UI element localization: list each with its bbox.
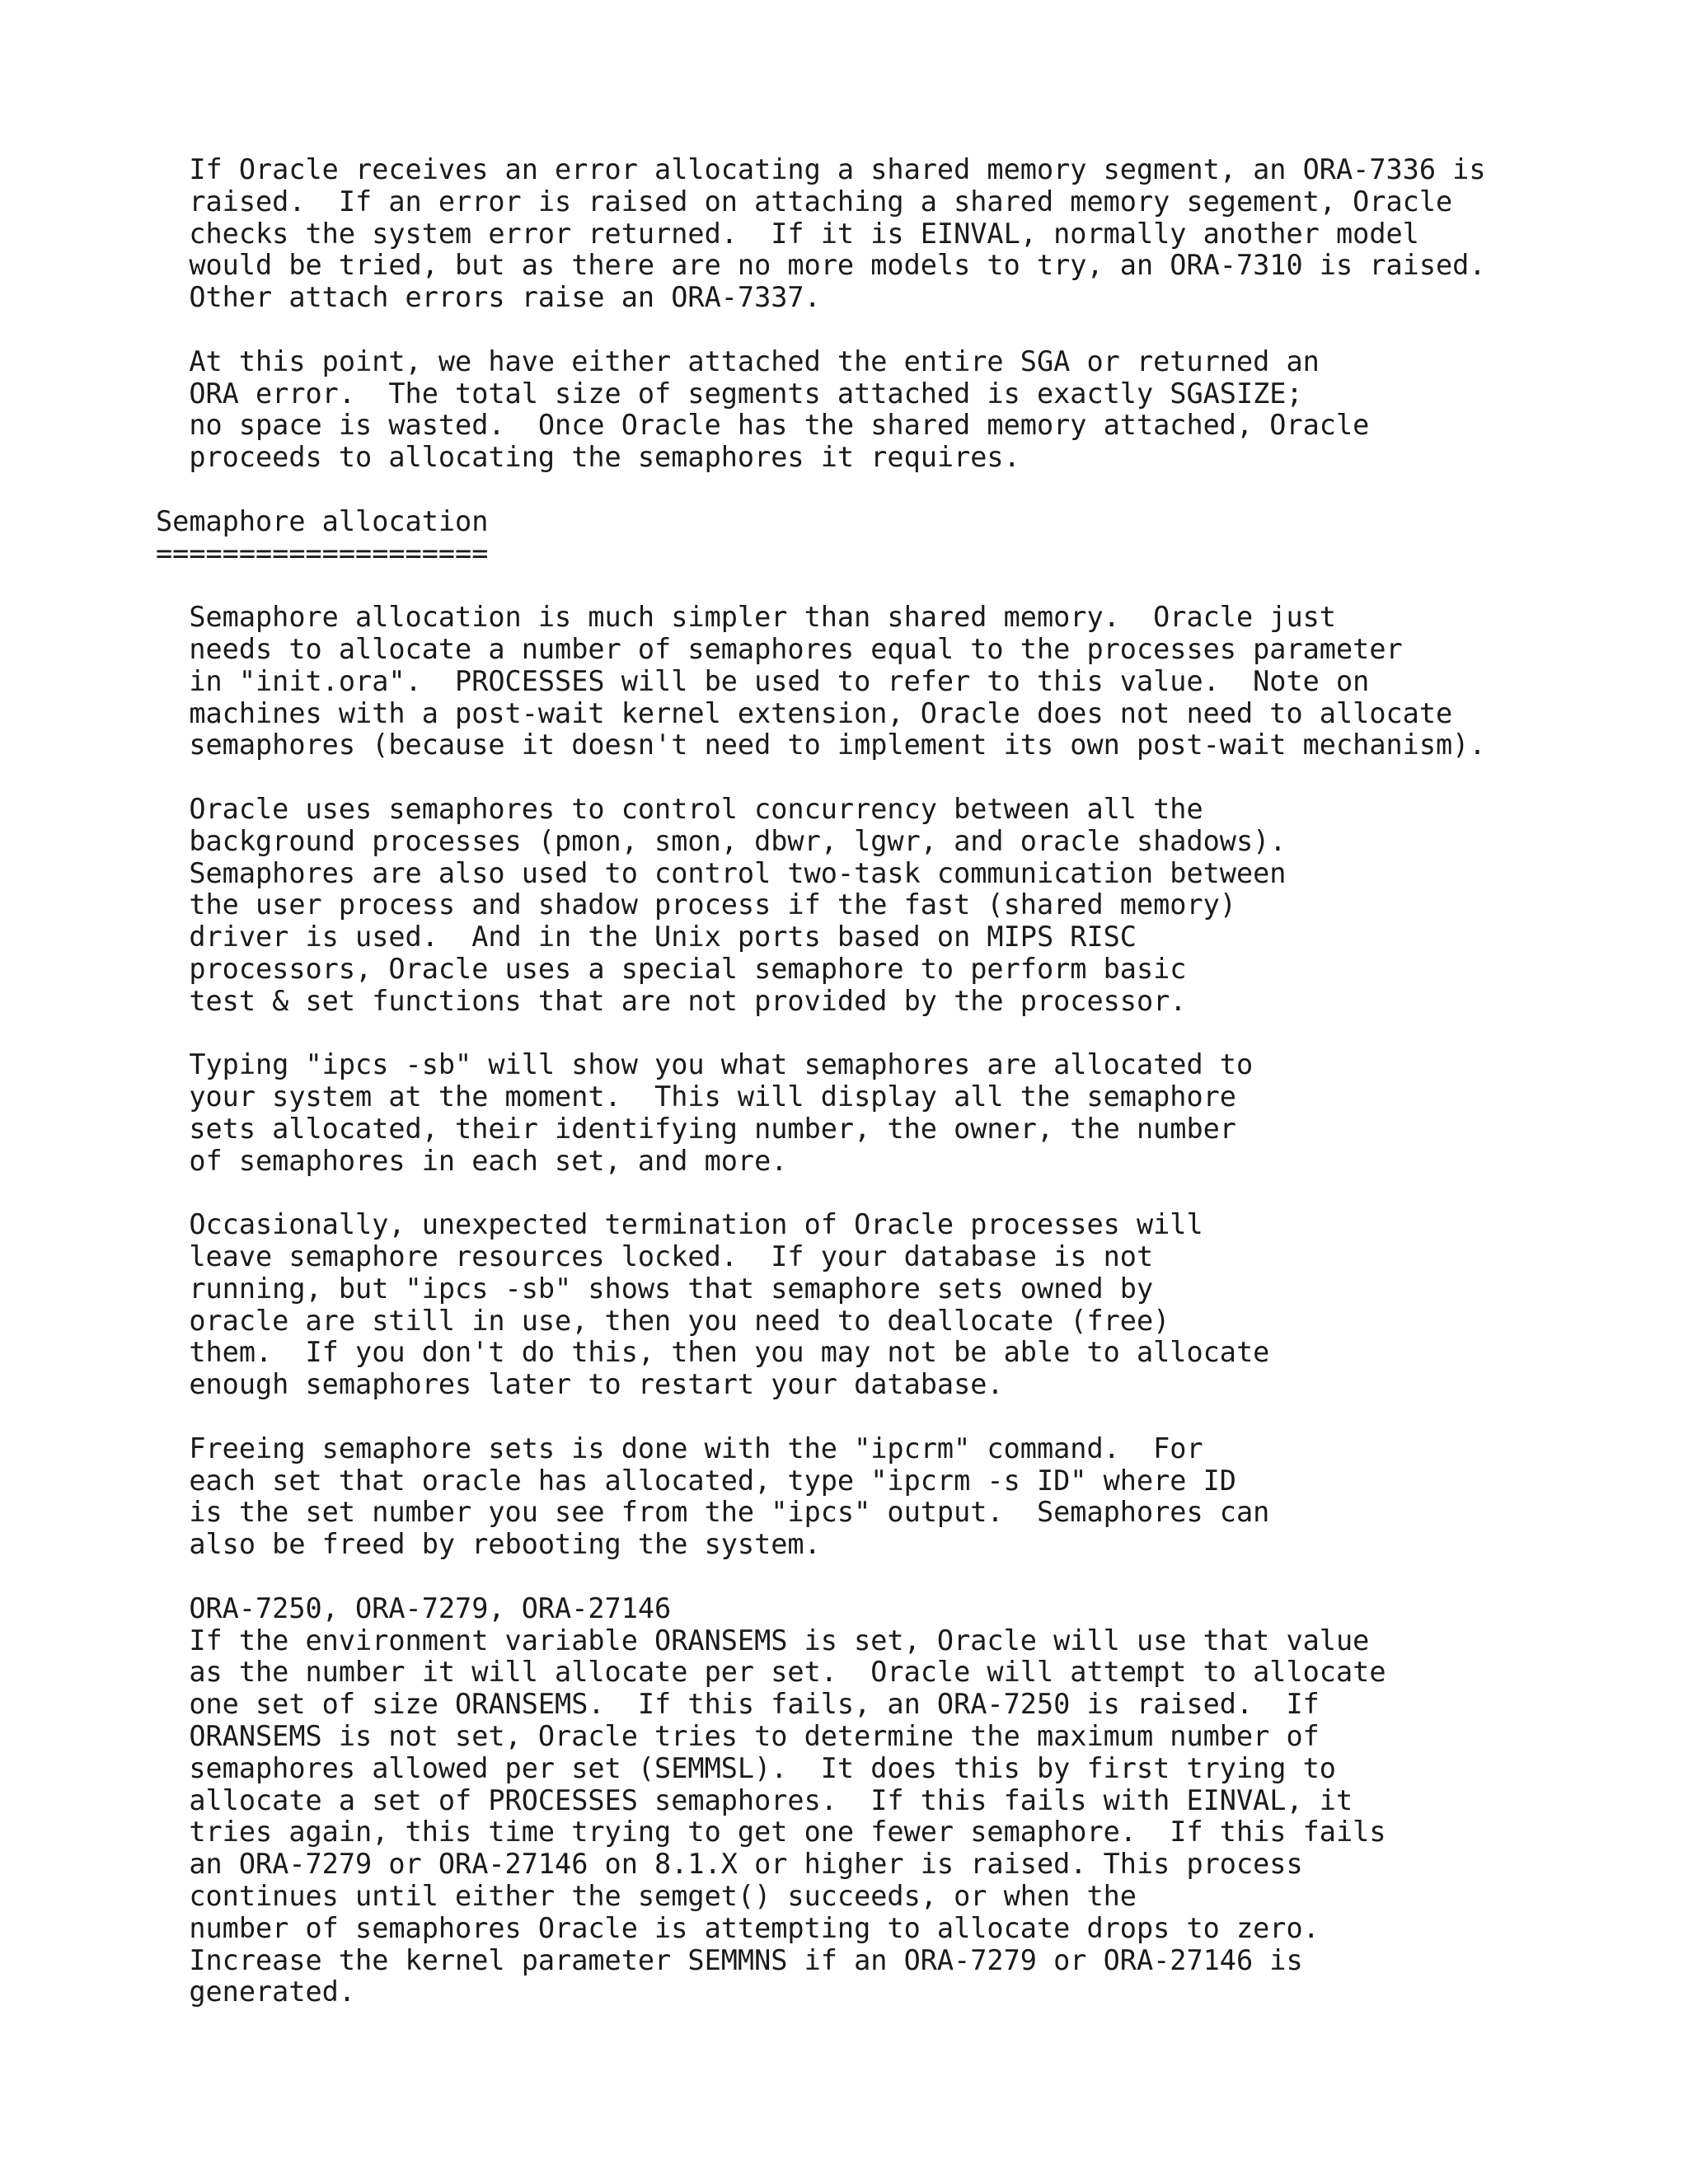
text-line: also be freed by rebooting the system. [156,1528,821,1561]
text-line: Increase the kernel parameter SEMMNS if an ORA-7279 or ORA-27146 is [156,1943,1303,1976]
text-line: Occasionally, unexpected termination of Oracle processes will [156,1208,1203,1241]
text-line: Typing "ipcs -sb" will show you what semaphores are allocated to [156,1048,1254,1081]
blank-line [156,314,1486,346]
text-line: background processes (pmon, smon, dbwr, lgwr, and oracle shadows). [156,824,1287,857]
text-line: each set that oracle has allocated, type "ipcrm -s ID" where ID [156,1464,1236,1497]
text-line: If Oracle receives an error allocating a shared memory segment, an ORA-7336 is [156,153,1486,185]
blank-line [156,1178,1486,1210]
document-text [156,154,1486,2008]
text-line: one set of size ORANSEMS. If this fails, an ORA-7250 is raised. If [156,1688,1320,1721]
text-line: running, but "ipcs -sb" shows that semaphore sets owned by [156,1272,1154,1305]
section-heading: Semaphore allocation [156,504,489,537]
text-line: Semaphore allocation is much simpler than shared memory. Oracle just [156,601,1336,634]
text-line: the user process and shadow process if the fast (shared memory) [156,888,1236,921]
text-line: semaphores allowed per set (SEMMSL). It does this by first trying to [156,1751,1336,1784]
text-line: test & set functions that are not provided by the processor. [156,984,1187,1017]
text-line: number of semaphores Oracle is attempting to allocate drops to zero. [156,1911,1320,1944]
text-line: driver is used. And in the Unix ports based on MIPS RISC [156,921,1137,954]
text-line: of semaphores in each set, and more. [156,1144,788,1177]
text-line: Freeing semaphore sets is done with the "ipcrm" command. For [156,1432,1203,1465]
text-line: enough semaphores later to restart your database. [156,1368,1004,1401]
text-line: generated. [156,1975,356,2008]
text-line: If the environment variable ORANSEMS is set, Oracle will use that value [156,1624,1370,1657]
text-line: oracle are still in use, then you need to deallocate (free) [156,1304,1170,1337]
text-line: leave semaphore resources locked. If your database is not [156,1240,1154,1273]
text-line: would be tried, but as there are no more models to try, an ORA-7310 is raised. [156,249,1486,282]
text-line: needs to allocate a number of semaphores equal to the processes parameter [156,632,1403,665]
text-line: your system at the moment. This will display all the semaphore [156,1080,1236,1113]
text-line: raised. If an error is raised on attaching a shared memory segement, Oracle [156,185,1453,218]
blank-line [156,569,1486,602]
text-line: Other attach errors raise an ORA-7337. [156,281,821,314]
text-line: them. If you don't do this, then you may not be able to allocate [156,1336,1270,1369]
text-line: checks the system error returned. If it is EINVAL, normally another model [156,217,1419,250]
text-line: an ORA-7279 or ORA-27146 on 8.1.X or higher is raised. This process [156,1848,1303,1881]
blank-line [156,1018,1486,1050]
text-line: no space is wasted. Once Oracle has the shared memory attached, Oracle [156,409,1370,442]
text-line: allocate a set of PROCESSES semaphores. If this fails with EINVAL, it [156,1783,1353,1816]
blank-line [156,762,1486,794]
text-line: ORA error. The total size of segments attached is exactly SGASIZE; [156,377,1303,410]
text-line: At this point, we have either attached the entire SGA or returned an [156,344,1320,377]
text-line: proceeds to allocating the semaphores it requires. [156,441,1020,474]
blank-line [156,1401,1486,1433]
text-line: processors, Oracle uses a special semaphore to perform basic [156,952,1187,985]
text-line: machines with a post-wait kernel extension, Oracle does not need to allocate [156,696,1453,729]
text-line: sets allocated, their identifying number, the owner, the number [156,1112,1236,1145]
text-line: in "init.ora". PROCESSES will be used to refer to this value. Note on [156,664,1370,697]
text-line: continues until either the semget() succeeds, or when the [156,1880,1137,1913]
text-line: tries again, this time trying to get one fewer semaphore. If this fails [156,1816,1386,1849]
text-line: as the number it will allocate per set. Oracle will attempt to allocate [156,1656,1386,1689]
blank-line [156,474,1486,506]
heading-underline: ==================== [156,537,489,569]
text-line: Oracle uses semaphores to control concurrency between all the [156,792,1203,825]
blank-line [156,1561,1486,1593]
text-line: semaphores (because it doesn't need to implement its own post-wait mechanism). [156,729,1486,762]
text-line: ORANSEMS is not set, Oracle tries to determine the maximum number of [156,1720,1320,1753]
text-line: Semaphores are also used to control two-task communication between [156,856,1287,889]
text-line: is the set number you see from the "ipcs" output. Semaphores can [156,1496,1270,1529]
error-codes-heading: ORA-7250, ORA-7279, ORA-27146 [156,1591,672,1624]
